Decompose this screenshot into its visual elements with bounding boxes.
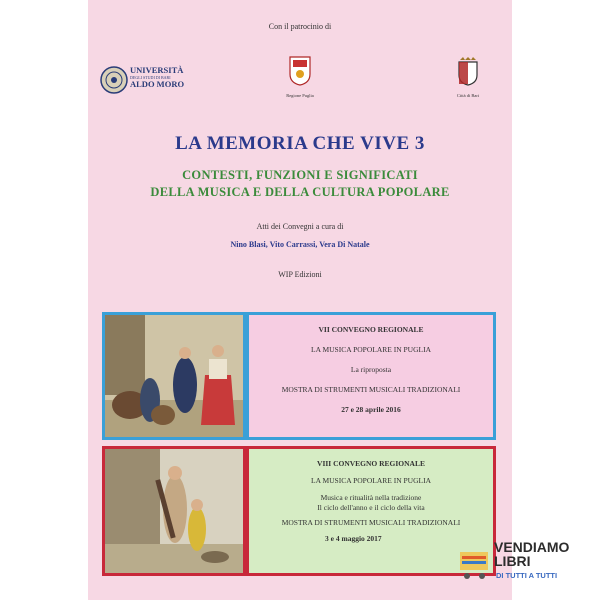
box2-line4: MOSTRA DI STRUMENTI MUSICALI TRADIZIONALI: [281, 518, 461, 527]
university-line3: ALDO MORO: [130, 79, 185, 89]
box1-line2: La riproposta: [350, 365, 392, 374]
subtitle-line2: DELLA MUSICA E DELLA CULTURA POPOLARE: [150, 185, 450, 199]
painting-dancers-image: [105, 315, 243, 437]
editors-names: Nino Blasi, Vito Carrassi, Vera Di Natale: [230, 240, 370, 249]
watermark-tagline: DI TUTTI A TUTTI: [496, 571, 558, 580]
book-cover: [88, 0, 512, 600]
book-title: LA MEMORIA CHE VIVE 3: [175, 133, 425, 154]
region-shield-icon: [289, 56, 311, 86]
patronage-text: Con il patrocinio di: [268, 22, 332, 31]
box2-line1: LA MUSICA POPOLARE IN PUGLIA: [310, 476, 431, 485]
publisher: WIP Edizioni: [278, 270, 322, 279]
box2-line3: Il ciclo dell'anno e il ciclo della vita: [317, 503, 425, 512]
box2-heading: VIII CONVEGNO REGIONALE: [317, 459, 425, 468]
city-logo: [444, 56, 492, 98]
city-caption: Città di Bari: [456, 93, 480, 98]
box2-line2: Musica e ritualità nella tradizione: [320, 493, 422, 502]
city-crest-icon: [457, 56, 479, 86]
watermark-word1: VENDIAMO: [494, 539, 570, 555]
box1-heading: VII CONVEGNO REGIONALE: [318, 325, 424, 334]
painting-musicians: [102, 446, 246, 576]
vendiamo-libri-watermark: [458, 540, 582, 588]
box1-line1: LA MUSICA POPOLARE IN PUGLIA: [310, 345, 431, 354]
university-logo: [100, 64, 200, 96]
university-seal-icon: [100, 66, 128, 94]
box1-line3: MOSTRA DI STRUMENTI MUSICALI TRADIZIONALI: [281, 385, 461, 394]
editors-intro: Atti dei Convegni a cura di: [256, 222, 344, 231]
university-line1: UNIVERSITÀ: [130, 65, 184, 75]
painting-dancers: [102, 312, 246, 440]
subtitle-line1: CONTESTI, FUNZIONI E SIGNIFICATI: [182, 168, 418, 182]
event-box-vii: [246, 312, 496, 440]
watermark-word2: LIBRI: [494, 553, 531, 569]
shopping-cart-icon: [458, 548, 494, 582]
region-caption: Regione Puglia: [286, 93, 314, 98]
university-line2: DEGLI STUDI DI BARI: [130, 75, 171, 80]
region-logo: [282, 56, 318, 98]
box1-dates: 27 e 28 aprile 2016: [341, 405, 401, 414]
box2-dates: 3 e 4 maggio 2017: [325, 534, 382, 543]
painting-musicians-image: [105, 449, 243, 573]
